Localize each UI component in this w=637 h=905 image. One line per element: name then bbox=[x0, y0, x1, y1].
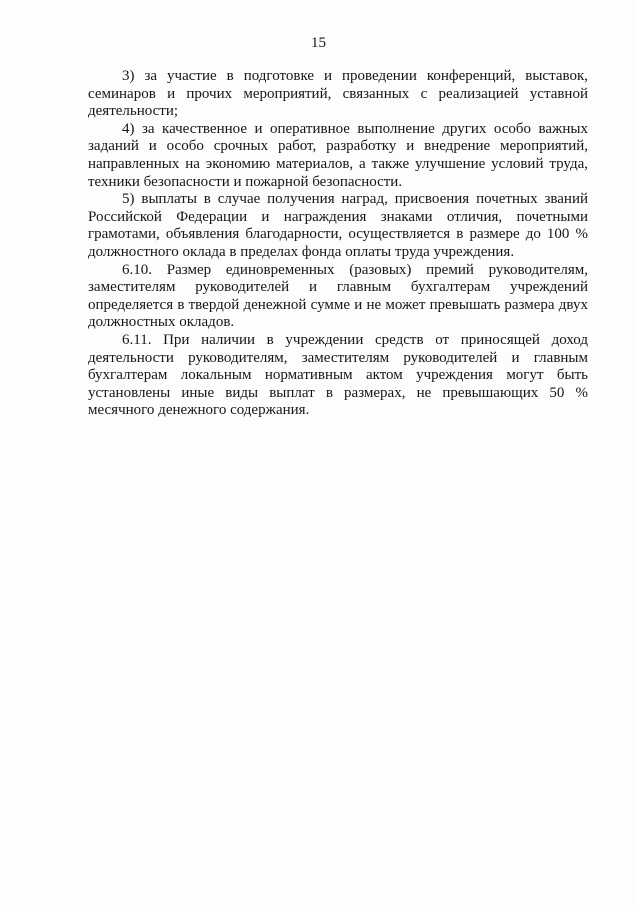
text-line: деятельности; bbox=[88, 103, 179, 120]
text-line: 6.10. Размер единовременных (разовых) премий руководителям, bbox=[122, 261, 588, 278]
paragraph-6-10 bbox=[88, 262, 588, 332]
text-line: семинаров и прочих мероприятий, связанных с реализацией уставной bbox=[88, 85, 588, 102]
text-line: 4) за качественное и оперативное выполнение других особо важных bbox=[122, 120, 588, 137]
page-number: 15 bbox=[311, 35, 326, 51]
text-line: бухгалтерам локальным нормативным актом учреждения могут быть bbox=[88, 367, 588, 384]
text-line: направленных на экономию материалов, а также улучшение условий труда, bbox=[88, 155, 588, 172]
paragraph-item-5 bbox=[88, 191, 588, 261]
text-line: деятельности руководителям, заместителям руководителей и главным bbox=[88, 349, 588, 366]
text-line: грамотами, объявления благодарности, осуществляется в размере до 100 % bbox=[88, 226, 588, 243]
text-line: 6.11. При наличии в учреждении средств от приносящей доход bbox=[122, 331, 588, 348]
text-line: установлены иные виды выплат в размерах, не превышающих 50 % bbox=[88, 384, 588, 401]
text-line: техники безопасности и пожарной безопасности. bbox=[88, 173, 403, 190]
text-line: месячного денежного содержания. bbox=[88, 402, 310, 419]
paragraph-item-4 bbox=[88, 121, 588, 191]
paragraph-6-11 bbox=[88, 332, 588, 420]
paragraph-item-3 bbox=[88, 68, 588, 121]
text-line: должностного оклада в пределах фонда оплаты труда учреждения. bbox=[88, 243, 515, 260]
text-line: 5) выплаты в случае получения наград, присвоения почетных званий bbox=[122, 191, 588, 208]
document-body bbox=[88, 68, 588, 420]
text-line: Российской Федерации и награждения знаками отличия, почетными bbox=[88, 208, 588, 225]
text-line: должностных окладов. bbox=[88, 314, 235, 331]
text-line: определяется в твердой денежной сумме и не может превышать размера двух bbox=[88, 296, 588, 313]
text-line: заместителям руководителей и главным бухгалтерам учреждений bbox=[88, 279, 588, 296]
text-line: 3) за участие в подготовке и проведении конференций, выставок, bbox=[122, 68, 588, 84]
text-line: заданий и особо срочных работ, разработку и внедрение мероприятий, bbox=[88, 138, 588, 155]
